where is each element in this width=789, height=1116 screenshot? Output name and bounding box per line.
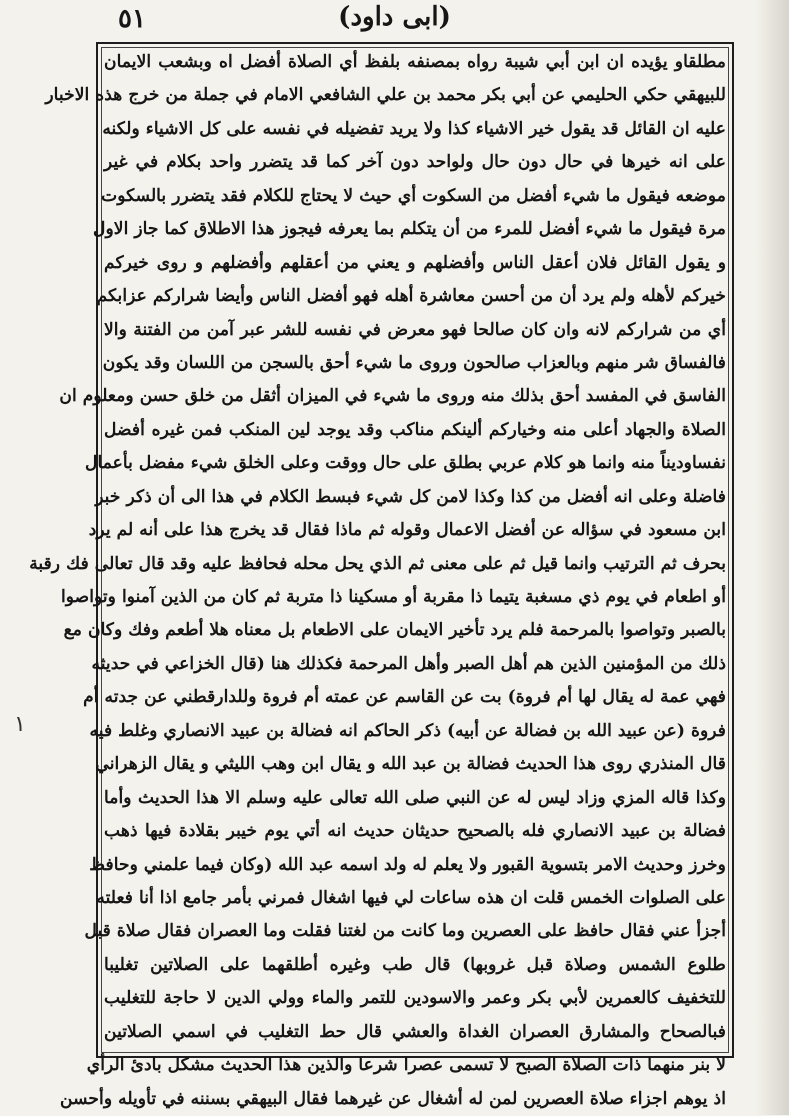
- text-line: وخرز وحديث الامر بتسوية القبور ولا يعلم له ولد اسمه عبد الله (وكان فيما علمني وحافظ: [89, 854, 726, 875]
- text-line: لا بنر منهما ذات الصلاة الصبح لا تسمى عصرا شرعا والذين هذا الحديث مشكل بادئ الرأي: [86, 1055, 726, 1076]
- text-line: أي من شراركم لانه وان كان صالحا فهو معرض في نفسه للشر عبر آمن من الفتنة والا: [104, 319, 726, 340]
- text-line: أو اطعام في يوم ذي مسغبة يتيما ذا مقربة أو مسكينا ذا متربة ثم كان من الذين آمنوا وتواصوا: [60, 587, 726, 607]
- text-line: فروة (عن عبيد الله بن فضالة عن أبيه) ذكر الحاكم انه فضالة بن عبيد الانصاري وغلط فيه: [89, 720, 726, 741]
- text-line: قال المنذري روى هذا الحديث فضالة بن عبد الله و يقال ابن وهب الليثي و يقال الزهراني: [95, 754, 726, 775]
- text-line: اذ يوهم اجزاء صلاة العصرين لمن له أشغال عن غيرهما فقال البيهقي بسننه في تأويله وأحسن: [60, 1088, 726, 1109]
- page-edge-shadow: [755, 0, 789, 1115]
- text-line: فاضلة وعلى انه أفضل من كذا وكذا لامن كل شيء فبسط الكلام في هذا الى أن ذكر خبر: [95, 486, 726, 507]
- text-line: وكذا قاله المزي وزاد ليس له عن النبي صلى الله تعالى عليه وسلم الا هذا الحديث وأما: [104, 787, 726, 808]
- text-line: مرة فيقول ما شيء أفضل للمرء من أن يتكلم بما يعرفه فيجوز هذا الاطلاق كما جاز الاول: [93, 219, 726, 240]
- text-line: مطلقاو يؤيده ان ابن أبي شيبة رواه بمصنفه بلفظ أي الصلاة أفضل اه وبشعب الايمان: [104, 52, 726, 72]
- text-line: فبالصحاح والمشارق العصران الغداة والعشي قال حط التغليب في اسمي الصلاتين: [104, 1021, 726, 1042]
- text-line: ذلك من المؤمنين الذين هم أهل الصبر وأهل المرحمة فكذلك هنا (قال الخزاعي في حديثه: [91, 653, 726, 674]
- text-line: للتخفيف كالعمرين لأبي بكر وعمر والاسودين للتمر والماء وولي الدين لا حاجة للتغليب: [104, 988, 726, 1009]
- text-line: للبيهقي حكي الحليمي عن أبي بكر محمد بن علي الشافعي الامام في جملة من خرج هذه الاخبار: [45, 85, 726, 106]
- text-line: الصلاة والجهاد أعلى منه وخياركم ألينكم مناكب وقد يوجد لين المنكب فمن غيره أفضل: [104, 419, 726, 440]
- text-line: على الصلوات الخمس قلت ان هذه ساعات لي فيها اشغال فمرني بأمر جامع اذا أنا فعلته: [96, 887, 726, 908]
- text-line: على انه خيرها في حال دون حال ولواحد دون آخر كما قد يتضرر واحد بكلام في غير: [104, 152, 726, 173]
- text-line: خيركم لأهله ولم يرد أن من أحسن معاشرة أهله فهو أفضل الناس وأيضا شراركم عزابكم: [96, 286, 726, 307]
- text-line: عليه ان القائل قد يقول خير الاشياء كذا ولا يريد تفضيله في نفسه على كل الاشياء ولكنه: [102, 118, 726, 139]
- text-line: فضالة بن عبيد الانصاري فله بالصحيح حديثان حديث انه أتي يوم خيبر بقلادة فيها ذهب: [104, 821, 726, 842]
- margin-mark: ١: [14, 712, 26, 737]
- text-line: فالفساق شر منهم وبالعزاب صالحون وروى ما شيء أحق بالسجن من اللسان وقد يكون: [102, 352, 726, 373]
- text-line: بالصبر وتواصوا بالمرحمة فلم يرد تأخير الايمان على الاطعام بل معناه هلا أطعم وفك وكان مع: [63, 620, 726, 641]
- text-line: نفساوديناً منه وانما هو كلام عربي بطلق على حال ووقت وعلى الخلق شيء مفضل بأعمال: [85, 453, 726, 474]
- text-line: فهي عمة له يقال لها أم فروة) بت عن القاسم عن عمته أم فروة وللدارقطني عن جدته أم: [83, 687, 726, 708]
- running-header-title: (ابى داود): [338, 2, 451, 32]
- text-line: ابن مسعود في سؤاله عن أفضل الاعمال وقوله ثم ماذا فقال قد يخرج هذا على أنه لم يرد: [88, 520, 726, 541]
- page-number: ٥١: [118, 4, 146, 34]
- main-text-body: [29, 46, 726, 1109]
- text-line: بحرف ثم الترتيب وانما قيل ثم على معنى ثم الذي يحل محله فحافظ عليه وقد قال تعالى فك رقبة: [29, 553, 726, 574]
- text-line: طلوع الشمس وصلاة قبل غروبها) قال طب وغيره أطلقهما على الصلاتين تغليبا: [104, 954, 726, 975]
- text-line: و يقول القائل فلان أعقل الناس وأفضلهم و يعني من أعقلهم وأفضلهم و روى خيركم: [104, 252, 726, 273]
- text-line: موضعه فيقول ما شيء أفضل من السكوت أي حيث لا يحتاج للكلام فقد يتضرر بالسكوت: [101, 185, 726, 206]
- text-line: الفاسق في المفسد أحق بذلك منه وروى ما شيء في الميزان أثقل من خلق حسن ومعلوم ان: [59, 386, 726, 407]
- text-line: أجزأ عني فقال حافظ على العصرين وما كانت من لغتنا فقلت وما العصران فقال صلاة قبل: [84, 921, 726, 942]
